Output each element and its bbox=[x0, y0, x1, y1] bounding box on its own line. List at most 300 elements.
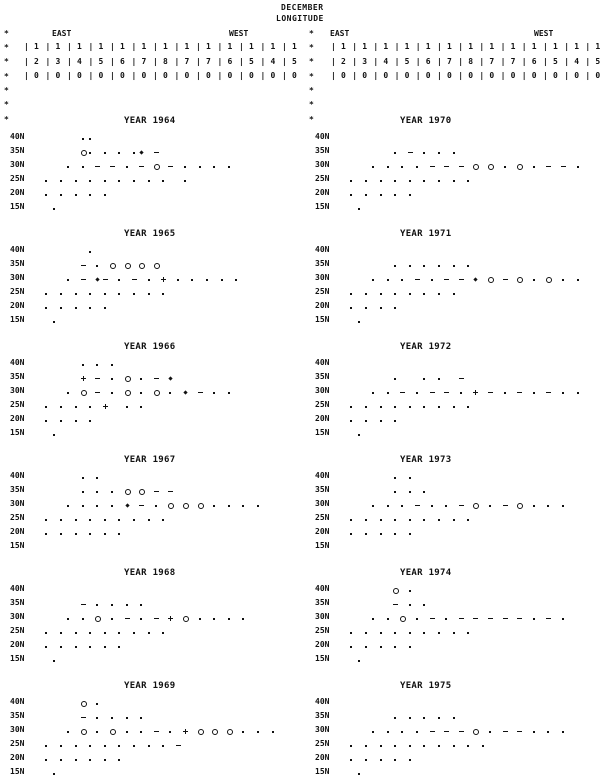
latitude-label: 25N bbox=[10, 739, 25, 748]
obs-dot bbox=[380, 745, 382, 747]
obs-circle bbox=[125, 489, 131, 495]
scale-digit: 1 bbox=[425, 42, 431, 51]
obs-dot bbox=[438, 717, 440, 719]
obs-dot bbox=[467, 519, 469, 521]
obs-dot bbox=[365, 406, 367, 408]
obs-dot bbox=[104, 293, 106, 295]
latitude-label: 20N bbox=[315, 527, 330, 536]
scale-digit: 3 bbox=[362, 57, 368, 66]
scale-digit: 0 bbox=[77, 71, 82, 80]
obs-dot bbox=[60, 533, 62, 535]
obs-dash bbox=[168, 491, 173, 492]
latitude-label: 15N bbox=[10, 767, 25, 776]
scale-separator: | bbox=[437, 57, 442, 66]
obs-circle bbox=[198, 503, 204, 509]
latitude-label: 40N bbox=[315, 245, 330, 254]
obs-dot bbox=[60, 632, 62, 634]
obs-dot bbox=[75, 194, 77, 196]
obs-dash bbox=[154, 378, 159, 379]
obs-circle bbox=[139, 263, 145, 269]
obs-dash bbox=[517, 392, 522, 393]
obs-dash bbox=[95, 166, 100, 167]
obs-circle bbox=[183, 503, 189, 509]
obs-dot bbox=[380, 307, 382, 309]
latitude-label: 35N bbox=[10, 259, 25, 268]
obs-dot bbox=[206, 279, 208, 281]
obs-dash bbox=[393, 604, 398, 605]
obs-dash bbox=[444, 279, 449, 280]
latitude-label: 25N bbox=[315, 174, 330, 183]
year-title: YEAR 1968 bbox=[124, 568, 176, 578]
latitude-label: 40N bbox=[315, 584, 330, 593]
scale-separator: | bbox=[67, 57, 72, 66]
obs-circle bbox=[139, 489, 145, 495]
obs-dash bbox=[503, 731, 508, 732]
obs-circle bbox=[125, 390, 131, 396]
obs-dot bbox=[394, 646, 396, 648]
latitude-label: 25N bbox=[315, 626, 330, 635]
obs-dot bbox=[184, 180, 186, 182]
scale-separator: | bbox=[153, 71, 158, 80]
obs-dot bbox=[67, 731, 69, 733]
obs-dot bbox=[53, 321, 55, 323]
scale-separator: | bbox=[500, 42, 506, 51]
obs-dash bbox=[408, 152, 413, 153]
obs-dot bbox=[365, 293, 367, 295]
scale-separator: | bbox=[174, 42, 180, 51]
obs-dot bbox=[82, 491, 84, 493]
scale-separator: | bbox=[88, 42, 94, 51]
obs-dot bbox=[75, 632, 77, 634]
latitude-label: 30N bbox=[10, 386, 25, 395]
obs-dot bbox=[416, 166, 418, 168]
obs-dot bbox=[162, 745, 164, 747]
obs-dot bbox=[467, 406, 469, 408]
obs-dash bbox=[473, 618, 478, 619]
obs-circle bbox=[154, 263, 160, 269]
obs-dash bbox=[139, 505, 144, 506]
latitude-label: 30N bbox=[315, 273, 330, 282]
obs-dot bbox=[126, 731, 128, 733]
scale-digit: 7 bbox=[206, 57, 211, 66]
obs-dot bbox=[365, 759, 367, 761]
obs-dot bbox=[350, 519, 352, 521]
scale-digit: 6 bbox=[227, 57, 233, 66]
obs-dot bbox=[96, 717, 98, 719]
obs-dot bbox=[387, 731, 389, 733]
scale-separator: | bbox=[500, 71, 506, 80]
scale-separator: | bbox=[373, 42, 379, 51]
west-label: WEST bbox=[229, 29, 249, 38]
scale-separator: | bbox=[521, 71, 527, 80]
scale-digit: 0 bbox=[163, 71, 168, 80]
scale-separator: | bbox=[67, 42, 72, 51]
obs-dash bbox=[546, 166, 551, 167]
latitude-label: 25N bbox=[315, 400, 330, 409]
obs-dot bbox=[60, 519, 62, 521]
scale-separator: | bbox=[174, 71, 180, 80]
obs-dash bbox=[154, 491, 159, 492]
obs-dot bbox=[409, 632, 411, 634]
obs-dot bbox=[228, 392, 230, 394]
obs-dot bbox=[148, 519, 150, 521]
latitude-label: 35N bbox=[10, 598, 25, 607]
scale-separator: | bbox=[110, 71, 115, 80]
obs-dot bbox=[96, 731, 98, 733]
scale-digit: 0 bbox=[531, 71, 537, 80]
obs-circle bbox=[546, 277, 552, 283]
obs-dot bbox=[60, 745, 62, 747]
obs-dash bbox=[103, 279, 108, 280]
latitude-label: 30N bbox=[315, 499, 330, 508]
scale-digit: 0 bbox=[292, 71, 297, 80]
scale-separator: | bbox=[521, 42, 527, 51]
obs-dot bbox=[133, 519, 135, 521]
obs-dot bbox=[45, 420, 47, 422]
obs-dot bbox=[111, 717, 113, 719]
latitude-label: 25N bbox=[315, 513, 330, 522]
latitude-label: 35N bbox=[10, 485, 25, 494]
obs-dot bbox=[394, 745, 396, 747]
year-title: YEAR 1965 bbox=[124, 229, 176, 239]
obs-dot bbox=[394, 406, 396, 408]
obs-dot bbox=[577, 279, 579, 281]
year-title: YEAR 1966 bbox=[124, 342, 176, 352]
obs-dot bbox=[89, 632, 91, 634]
scale-digit: 0 bbox=[595, 71, 600, 80]
obs-dot bbox=[467, 745, 469, 747]
obs-dash bbox=[517, 731, 522, 732]
obs-dot bbox=[423, 265, 425, 267]
obs-dot bbox=[67, 392, 69, 394]
scale-separator: | bbox=[458, 57, 464, 66]
obs-dot bbox=[423, 632, 425, 634]
scale-separator: | bbox=[131, 42, 137, 51]
scale-digit: 0 bbox=[447, 71, 452, 80]
obs-dot bbox=[75, 759, 77, 761]
obs-dash bbox=[444, 731, 449, 732]
latitude-label: 15N bbox=[10, 428, 25, 437]
obs-dot bbox=[118, 533, 120, 535]
scale-separator: | bbox=[282, 42, 287, 51]
obs-circle bbox=[212, 729, 218, 735]
obs-dot bbox=[409, 180, 411, 182]
obs-dot bbox=[82, 618, 84, 620]
obs-dot bbox=[365, 632, 367, 634]
scale-digit: 0 bbox=[141, 71, 147, 80]
scale-separator: | bbox=[415, 57, 421, 66]
scale-digit: 0 bbox=[249, 71, 254, 80]
scale-digit: 0 bbox=[425, 71, 431, 80]
latitude-label: 20N bbox=[10, 414, 25, 423]
scale-separator: | bbox=[217, 71, 223, 80]
latitude-label: 35N bbox=[315, 485, 330, 494]
obs-dot bbox=[96, 604, 98, 606]
east-label: EAST bbox=[52, 29, 72, 38]
obs-plus bbox=[161, 277, 166, 282]
obs-dot bbox=[53, 773, 55, 775]
obs-dot bbox=[242, 731, 244, 733]
obs-dot bbox=[380, 646, 382, 648]
obs-dot bbox=[409, 406, 411, 408]
obs-dot bbox=[380, 406, 382, 408]
scale-digit: 0 bbox=[184, 71, 190, 80]
scale-separator: | bbox=[373, 71, 379, 80]
obs-dot bbox=[365, 180, 367, 182]
obs-dot bbox=[394, 265, 396, 267]
scale-separator: | bbox=[331, 42, 336, 51]
obs-dot bbox=[562, 731, 564, 733]
latitude-label: 20N bbox=[10, 188, 25, 197]
scale-digit: 1 bbox=[98, 42, 104, 51]
obs-dot bbox=[394, 533, 396, 535]
obs-dot bbox=[365, 519, 367, 521]
obs-plus bbox=[183, 729, 188, 734]
obs-circle bbox=[517, 164, 523, 170]
obs-dot bbox=[104, 533, 106, 535]
scale-separator: | bbox=[282, 57, 287, 66]
obs-dot bbox=[533, 279, 535, 281]
latitude-label: 30N bbox=[10, 160, 25, 169]
obs-dot bbox=[438, 378, 440, 380]
scale-separator: | bbox=[585, 71, 591, 80]
obs-dash bbox=[430, 166, 435, 167]
scale-digit: 1 bbox=[404, 42, 410, 51]
obs-dot bbox=[169, 392, 171, 394]
obs-dot bbox=[60, 307, 62, 309]
scale-separator: | bbox=[521, 57, 527, 66]
scale-separator: | bbox=[352, 42, 358, 51]
latitude-label: 40N bbox=[10, 358, 25, 367]
obs-dot bbox=[60, 194, 62, 196]
obs-dot bbox=[394, 180, 396, 182]
obs-dot bbox=[438, 632, 440, 634]
obs-dot bbox=[562, 618, 564, 620]
obs-dot bbox=[350, 420, 352, 422]
latitude-label: 20N bbox=[315, 414, 330, 423]
obs-dot bbox=[438, 293, 440, 295]
year-title: YEAR 1970 bbox=[400, 116, 452, 126]
obs-dot bbox=[169, 731, 171, 733]
obs-dot bbox=[133, 745, 135, 747]
obs-dot bbox=[82, 138, 84, 140]
obs-dot bbox=[380, 420, 382, 422]
obs-dot bbox=[467, 180, 469, 182]
scale-digit: 1 bbox=[77, 42, 82, 51]
obs-star bbox=[125, 503, 129, 507]
obs-dash bbox=[444, 166, 449, 167]
scale-separator: | bbox=[24, 42, 29, 51]
obs-dot bbox=[394, 491, 396, 493]
scale-separator: | bbox=[88, 57, 94, 66]
obs-dot bbox=[350, 533, 352, 535]
obs-dot bbox=[416, 618, 418, 620]
obs-dot bbox=[350, 307, 352, 309]
scale-digit: 6 bbox=[120, 57, 125, 66]
obs-dot bbox=[350, 759, 352, 761]
obs-dot bbox=[423, 293, 425, 295]
obs-dot bbox=[372, 279, 374, 281]
obs-dot bbox=[140, 731, 142, 733]
latitude-label: 15N bbox=[315, 541, 330, 550]
obs-dot bbox=[118, 646, 120, 648]
obs-circle bbox=[125, 376, 131, 382]
scale-digit: 1 bbox=[574, 42, 580, 51]
scale-digit: 4 bbox=[77, 57, 82, 66]
obs-dot bbox=[118, 293, 120, 295]
latitude-label: 15N bbox=[315, 202, 330, 211]
obs-dot bbox=[75, 293, 77, 295]
latitude-label: 35N bbox=[315, 598, 330, 607]
scale-separator: | bbox=[458, 71, 464, 80]
obs-dot bbox=[82, 364, 84, 366]
latitude-label: 20N bbox=[315, 753, 330, 762]
obs-dot bbox=[82, 477, 84, 479]
latitude-label: 30N bbox=[10, 725, 25, 734]
obs-dot bbox=[89, 138, 91, 140]
obs-dot bbox=[96, 364, 98, 366]
scale-digit: 5 bbox=[249, 57, 254, 66]
obs-dot bbox=[111, 364, 113, 366]
latitude-label: 15N bbox=[315, 654, 330, 663]
obs-dot bbox=[162, 180, 164, 182]
obs-dash bbox=[415, 505, 420, 506]
obs-dot bbox=[453, 745, 455, 747]
obs-dot bbox=[45, 745, 47, 747]
scale-separator: | bbox=[500, 57, 506, 66]
obs-dot bbox=[104, 519, 106, 521]
scale-digit: 0 bbox=[404, 71, 410, 80]
scale-separator: | bbox=[479, 42, 485, 51]
obs-dot bbox=[257, 731, 259, 733]
obs-dot bbox=[75, 307, 77, 309]
obs-dot bbox=[423, 745, 425, 747]
latitude-label: 35N bbox=[10, 372, 25, 381]
east-label: EAST bbox=[330, 29, 350, 38]
obs-dot bbox=[133, 632, 135, 634]
obs-dot bbox=[67, 618, 69, 620]
scale-digit: 1 bbox=[163, 42, 168, 51]
scale-separator: | bbox=[458, 42, 464, 51]
obs-dot bbox=[104, 307, 106, 309]
obs-dot bbox=[387, 279, 389, 281]
obs-dot bbox=[467, 632, 469, 634]
obs-dot bbox=[60, 293, 62, 295]
scale-separator: | bbox=[543, 42, 548, 51]
scale-digit: 1 bbox=[249, 42, 254, 51]
obs-dot bbox=[423, 717, 425, 719]
obs-dot bbox=[133, 152, 135, 154]
scale-separator: | bbox=[585, 42, 591, 51]
obs-dot bbox=[162, 293, 164, 295]
scale-digit: 1 bbox=[553, 42, 558, 51]
obs-dot bbox=[104, 759, 106, 761]
obs-dot bbox=[372, 505, 374, 507]
obs-dot bbox=[221, 279, 223, 281]
scale-digit: 1 bbox=[270, 42, 276, 51]
latitude-label: 15N bbox=[10, 541, 25, 550]
scale-separator: | bbox=[543, 71, 548, 80]
obs-dot bbox=[438, 406, 440, 408]
obs-dot bbox=[453, 293, 455, 295]
latitude-label: 40N bbox=[10, 132, 25, 141]
obs-dot bbox=[111, 378, 113, 380]
obs-circle bbox=[95, 616, 101, 622]
obs-dot bbox=[45, 194, 47, 196]
obs-dot bbox=[577, 392, 579, 394]
obs-dot bbox=[242, 618, 244, 620]
obs-star bbox=[169, 376, 173, 380]
obs-circle bbox=[198, 729, 204, 735]
obs-dash bbox=[110, 166, 115, 167]
year-title: YEAR 1964 bbox=[124, 116, 176, 126]
latitude-label: 15N bbox=[315, 428, 330, 437]
latitude-label: 20N bbox=[10, 527, 25, 536]
obs-dot bbox=[394, 152, 396, 154]
scale-separator: | bbox=[67, 71, 72, 80]
obs-dot bbox=[191, 279, 193, 281]
obs-dot bbox=[365, 307, 367, 309]
obs-dot bbox=[199, 166, 201, 168]
scale-separator: | bbox=[174, 57, 180, 66]
year-title: YEAR 1973 bbox=[400, 455, 452, 465]
scale-separator: | bbox=[260, 57, 266, 66]
obs-dot bbox=[82, 166, 84, 168]
obs-dot bbox=[60, 646, 62, 648]
obs-dot bbox=[104, 632, 106, 634]
obs-dot bbox=[133, 180, 135, 182]
obs-circle bbox=[154, 390, 160, 396]
obs-dash bbox=[139, 166, 144, 167]
obs-dot bbox=[89, 251, 91, 253]
obs-dot bbox=[438, 265, 440, 267]
scale-digit: 6 bbox=[425, 57, 431, 66]
scale-digit: 1 bbox=[531, 42, 537, 51]
obs-dot bbox=[272, 731, 274, 733]
obs-dot bbox=[533, 505, 535, 507]
obs-dot bbox=[235, 279, 237, 281]
obs-dash bbox=[154, 731, 159, 732]
obs-dot bbox=[401, 505, 403, 507]
scale-separator: | bbox=[437, 71, 442, 80]
latitude-label: 25N bbox=[10, 400, 25, 409]
obs-dot bbox=[45, 533, 47, 535]
obs-dot bbox=[489, 731, 491, 733]
obs-dot bbox=[423, 519, 425, 521]
latitude-label: 30N bbox=[10, 499, 25, 508]
scale-digit: 1 bbox=[120, 42, 125, 51]
year-title: YEAR 1972 bbox=[400, 342, 452, 352]
obs-plus bbox=[81, 376, 86, 381]
obs-dot bbox=[380, 759, 382, 761]
obs-dot bbox=[96, 703, 98, 705]
obs-dash bbox=[430, 618, 435, 619]
scale-separator: | bbox=[217, 57, 223, 66]
scale-digit: 0 bbox=[55, 71, 61, 80]
obs-dot bbox=[562, 279, 564, 281]
obs-dot bbox=[82, 505, 84, 507]
obs-dot bbox=[45, 406, 47, 408]
obs-dot bbox=[423, 378, 425, 380]
obs-dot bbox=[416, 731, 418, 733]
obs-dot bbox=[438, 180, 440, 182]
scale-digit: 1 bbox=[227, 42, 233, 51]
obs-dot bbox=[423, 152, 425, 154]
obs-dot bbox=[60, 420, 62, 422]
obs-star bbox=[96, 277, 100, 281]
obs-circle bbox=[110, 263, 116, 269]
scale-digit: 1 bbox=[383, 42, 389, 51]
